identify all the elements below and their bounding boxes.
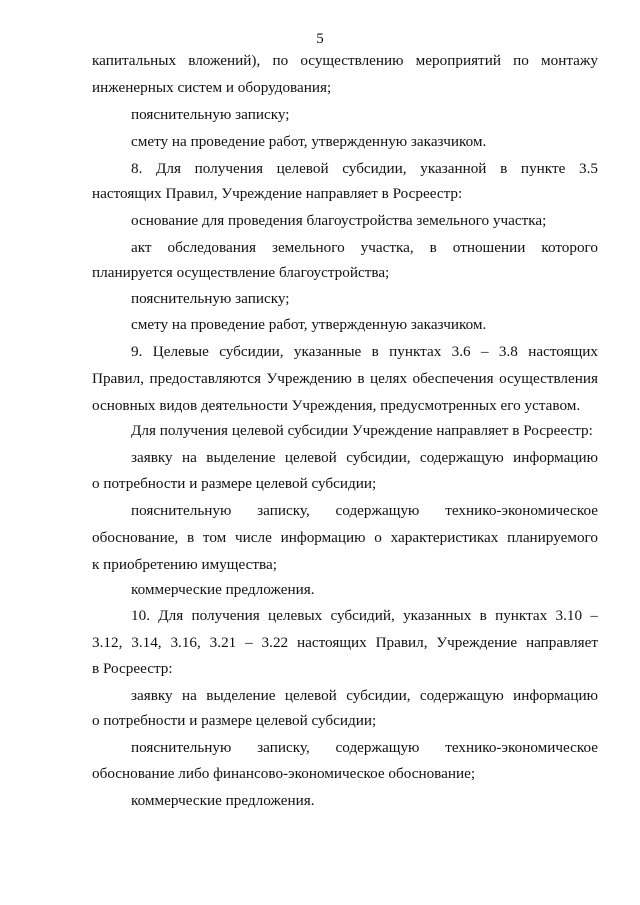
text-line: обоснование, в том числе информацию о характеристиках планируемого (92, 529, 598, 546)
text-line: смету на проведение работ, утвержденную заказчиком. (131, 133, 487, 150)
text-line: заявку на выделение целевой субсидии, содержащую информацию (131, 687, 598, 704)
text-line: планируется осуществление благоустройства; (92, 264, 390, 281)
text-line: Правил, предоставляются Учреждению в целях обеспечения осуществления (92, 370, 598, 387)
text-line: акт обследования земельного участка, в отношении которого (131, 239, 598, 256)
text-line: пояснительную записку; (131, 290, 290, 307)
text-line: о потребности и размере целевой субсидии; (92, 475, 377, 492)
text-line: основание для проведения благоустройства земельного участка; (131, 212, 547, 229)
text-line: коммерческие предложения. (131, 581, 315, 598)
text-line: о потребности и размере целевой субсидии; (92, 712, 377, 729)
text-line: заявку на выделение целевой субсидии, содержащую информацию (131, 449, 598, 466)
text-line: капитальных вложений), по осуществлению мероприятий по монтажу (92, 52, 598, 69)
text-line: основных видов деятельности Учреждения, предусмотренных его уставом. (92, 397, 581, 414)
text-line: смету на проведение работ, утвержденную заказчиком. (131, 316, 487, 333)
text-line: инженерных систем и оборудования; (92, 79, 332, 96)
text-line: к приобретению имущества; (92, 556, 277, 573)
text-line: пояснительную записку, содержащую технико-экономическое (131, 739, 598, 756)
text-line: коммерческие предложения. (131, 792, 315, 809)
text-line: в Росреестр: (92, 660, 173, 677)
page-number: 5 (316, 31, 324, 47)
text-line: 10. Для получения целевых субсидий, указанных в пунктах 3.10 – (131, 607, 598, 624)
text-line: 3.12, 3.14, 3.16, 3.21 – 3.22 настоящих Правил, Учреждение направляет (92, 634, 598, 651)
text-line: 8. Для получения целевой субсидии, указанной в пункте 3.5 (131, 160, 598, 177)
text-line: пояснительную записку; (131, 106, 290, 123)
text-line: Для получения целевой субсидии Учреждение направляет в Росреестр: (131, 422, 593, 439)
text-line: пояснительную записку, содержащую технико-экономическое (131, 502, 598, 519)
text-line: 9. Целевые субсидии, указанные в пунктах 3.6 – 3.8 настоящих (131, 343, 598, 360)
text-line: настоящих Правил, Учреждение направляет в Росреестр: (92, 185, 463, 202)
text-line: обоснование либо финансово-экономическое обоснование; (92, 765, 476, 782)
